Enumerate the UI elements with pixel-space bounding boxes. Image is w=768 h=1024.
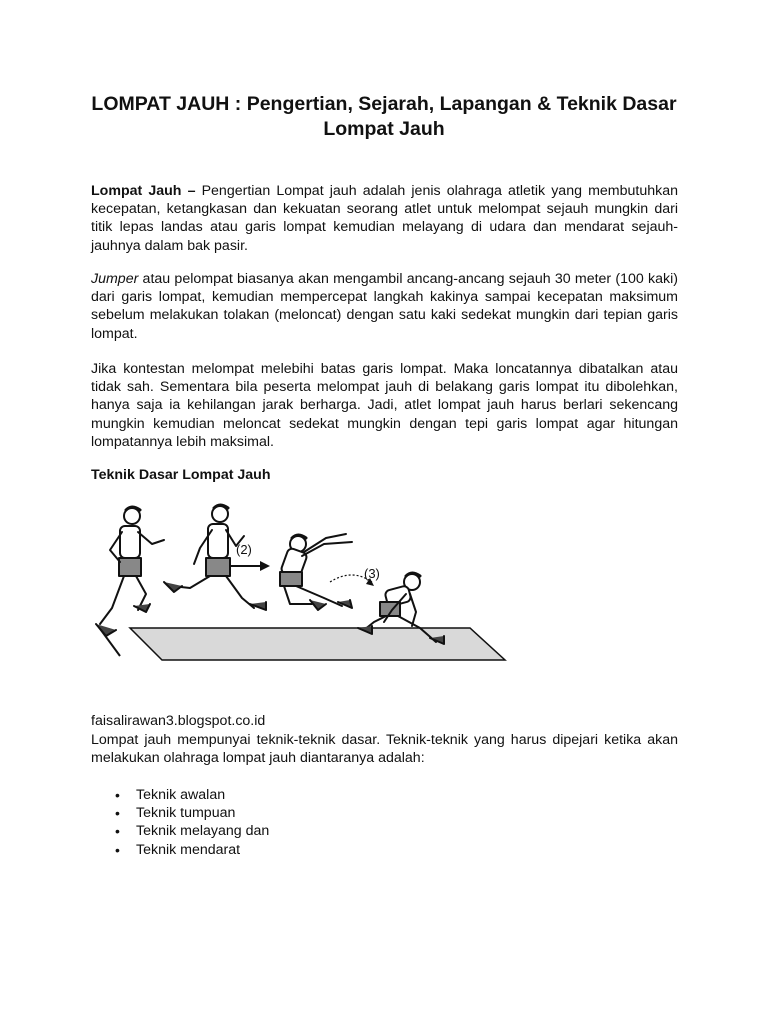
athlete-flight [280,534,352,610]
section-heading: Teknik Dasar Lompat Jauh [91,467,271,483]
bullet-icon: • [115,787,120,803]
athlete-takeoff [164,505,266,610]
list-item-text: Teknik awalan [136,787,226,803]
image-credit: faisalirawan3.blogspot.co.id [91,713,266,729]
document-title: LOMPAT JAUH : Pengertian, Sejarah, Lapangan & Teknik Dasar Lompat Jauh [91,93,677,140]
technique-list [91,786,269,859]
intro-paragraph [91,182,678,255]
list-item [91,804,269,822]
list-item-text: Teknik mendarat [136,841,241,858]
jumper-paragraph [91,270,678,343]
figure-label-3: (3) [364,566,380,581]
techniques-intro-paragraph: Lompat jauh mempunyai teknik-teknik dasar. Teknik-teknik yang harus dipejari ketika akan melakukan olahraga lompat jauh diantaranya adalah: [91,732,678,767]
jumper-text: atau pelompat biasanya akan mengambil ancang-ancang sejauh 30 meter (100 kaki) dari garis lompat, kemudian mempercepat langkah kakinya sampai kecepatan maksimum sebelum melakukan tolakan (meloncat) dengan satu kaki sedekat mungkin dari tepian garis lompat. [91,271,678,342]
list-item-text: Teknik tumpuan [136,805,236,822]
list-item [91,822,269,840]
intro-text: Pengertian Lompat jauh adalah jenis olahraga atletik yang membutuhkan kecepatan, ketangkasan dan kekuatan seorang atlet untuk melompat sejauh mungkin dari titik lepas landas atau garis lompat kemudian melayang di udara dan mendarat sejauh-jauhnya dalam bak pasir. [91,183,678,254]
bullet-icon: • [115,823,120,840]
bullet-icon: • [115,805,120,822]
list-item [91,786,269,804]
rules-paragraph: Jika kontestan melompat melebihi batas garis lompat. Maka loncatannya dibatalkan atau tidak sah. Sementara bila peserta melompat jauh di belakang garis lompat itu dibolehkan, hanya saja ia kehilangan jarak berharga. Jadi, atlet lompat jauh harus berlari sekencang mungkin kemudian meloncat sedekat mungkin dengan tepi garis lompat agar hitungan lompatannya lebih maksimal. [91,361,678,450]
list-item-text: Teknik melayang dan [136,823,270,840]
bullet-icon: • [115,841,120,858]
intro-lead: Lompat Jauh – [91,183,196,199]
long-jump-illustration [90,498,530,668]
sand-pit [130,628,505,660]
figure-label-2: (2) [236,542,252,557]
jumper-term: Jumper [91,271,139,287]
athlete-approach [96,507,164,636]
list-item [91,841,269,859]
